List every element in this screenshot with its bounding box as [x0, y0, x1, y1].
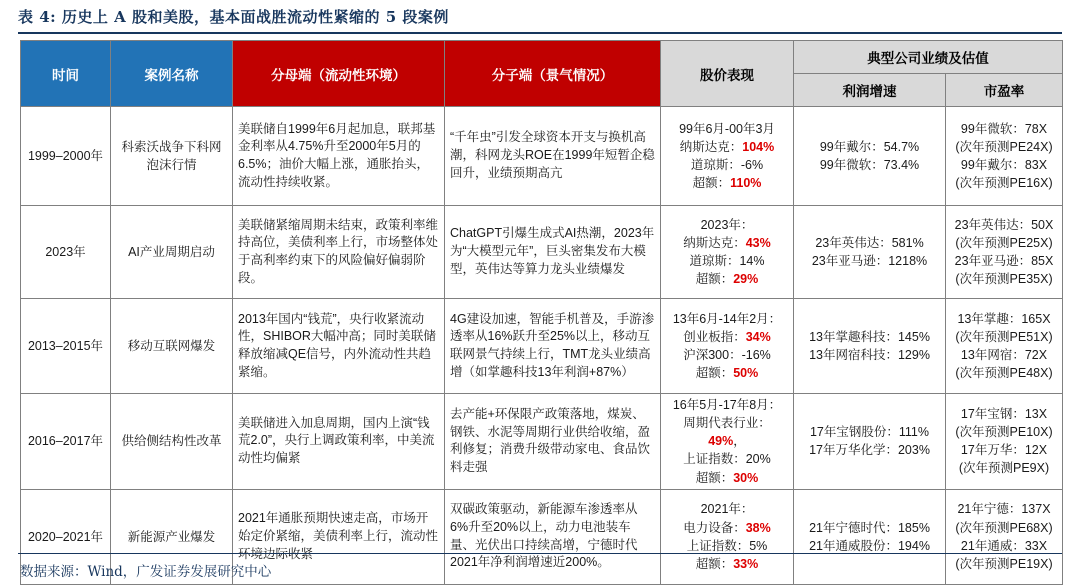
table-body [21, 107, 1063, 585]
cell-denominator: 2013年国内“钱荒”，央行收紧流动性，SHIBOR大幅冲高；同时美联储释放缩减QE信号，内外流动性共趋紧缩。 [233, 299, 445, 394]
price-value: 30% [733, 470, 759, 485]
pe-line: (次年预测PE51X) [955, 329, 1053, 344]
profit-line: 99年戴尔：54.7% [819, 139, 920, 154]
profit-line: 99年微软：73.4% [819, 158, 920, 172]
pe-line: 13年网宿：72X [960, 348, 1048, 362]
price-value: 34% [745, 329, 771, 344]
price-line: 道琼斯：14% [689, 254, 765, 268]
profit-line: 21年宁德时代：185% [809, 520, 930, 535]
col-header-time: 时间 [21, 41, 111, 107]
pe-line: 99年微软：78X [960, 121, 1048, 136]
cell-denominator: 美联储紧缩周期未结束，政策利率维持高位，美债利率上行，市场整体处于高利率约束下的风险偏好偏弱阶段。 [233, 206, 445, 299]
pe-line: 23年亚马逊：85X [954, 254, 1054, 268]
price-value: 33% [733, 556, 759, 571]
price-value: 110% [730, 176, 762, 191]
pe-line: (次年预测PE25X) [955, 235, 1053, 250]
cell-price-performance [661, 489, 794, 584]
pe-line: (次年预测PE19X) [955, 556, 1053, 571]
cell-denominator: 美联储自1999年6月起加息，联邦基金利率从4.75%升至2000年5月的6.5%；油价大幅上涨，通胀抬头，流动性持续收紧。 [233, 107, 445, 206]
profit-line: 21年通威股份：194% [809, 538, 930, 553]
cell-numerator: 双碳政策驱动，新能源车渗透率从6%升至20%以上，动力电池装车量、光伏出口持续高增，宁德时代2021年净利润增速近200%。 [445, 489, 661, 584]
pe-line: 17年宝钢：13X [960, 407, 1048, 422]
cell-denominator: 美联储进入加息周期，国内上演“钱荒2.0”，央行上调政策利率，中美流动性均偏紧 [233, 394, 445, 490]
cell-pe-ratio [946, 206, 1063, 299]
price-line: 上证指数：5% [686, 538, 768, 553]
cell-time: 1999–2000年 [21, 107, 111, 206]
col-header-denominator: 分母端（流动性环境） [233, 41, 445, 107]
pe-line: (次年预测PE35X) [955, 272, 1053, 287]
cell-price-performance [661, 299, 794, 394]
price-line: 超额：110% [692, 176, 762, 191]
pe-line: 21年宁德：137X [957, 502, 1051, 517]
price-line: 沪深300：-16% [683, 348, 771, 362]
cell-profit-growth [794, 299, 946, 394]
cell-numerator: ChatGPT引爆生成式AI热潮，2023年为“大模型元年”，巨头密集发布大模型，英伟达等算力龙头业绩爆发 [445, 206, 661, 299]
price-line: 周期代表行业：49%， [683, 416, 771, 449]
page-title: 表 4: 历史上 A 股和美股，基本面战胜流动性紧缩的 5 段案例 [18, 8, 449, 26]
cell-time: 2020–2021年 [21, 489, 111, 584]
cell-pe-ratio [946, 299, 1063, 394]
pe-line: (次年预测PE9X) [958, 461, 1050, 476]
price-value: 38% [745, 520, 771, 535]
cell-profit-growth [794, 394, 946, 490]
price-line: 16年5月-17年8月： [672, 398, 782, 412]
cell-numerator: “千年虫”引发全球资本开支与换机高潮，科网龙头ROE在1999年短暂企稳回升，业绩预期高亢 [445, 107, 661, 206]
price-line: 超额：33% [695, 556, 759, 571]
price-line: 创业板指：34% [683, 329, 771, 344]
table-row [21, 299, 1063, 394]
pe-line: 17年万华：12X [960, 443, 1048, 458]
pe-line: (次年预测PE24X) [955, 139, 1053, 154]
price-line: 超额：29% [695, 272, 759, 287]
cell-case-name: 科索沃战争下科网泡沫行情 [111, 107, 233, 206]
cell-pe-ratio [946, 394, 1063, 490]
profit-line: 13年网宿科技：129% [809, 348, 930, 362]
price-line: 电力设备：38% [683, 520, 771, 535]
pe-line: 13年掌趣：165X [957, 311, 1051, 326]
pe-line: (次年预测PE48X) [955, 366, 1053, 381]
table-row [21, 394, 1063, 490]
price-value: 14% [739, 254, 765, 268]
price-line: 2021年： [700, 502, 754, 517]
price-value: 5% [749, 538, 768, 553]
price-value: 20% [745, 452, 771, 467]
cases-table [20, 40, 1063, 585]
price-value: -16% [741, 348, 771, 362]
price-line: 2023年： [700, 217, 754, 232]
price-line: 纳斯达克：104% [679, 139, 775, 154]
price-line: 纳斯达克：43% [683, 235, 771, 250]
price-value: 43% [745, 235, 771, 250]
pe-line: 99年戴尔：83X [960, 158, 1048, 172]
col-header-case-name: 案例名称 [111, 41, 233, 107]
cell-price-performance [661, 394, 794, 490]
cell-case-name: 供给侧结构性改革 [111, 394, 233, 490]
cell-numerator: 4G建设加速，智能手机普及，手游渗透率从16%跃升至25%以上，移动互联网景气持续上行，TMT龙头业绩高增（如掌趣科技13年利润+87%） [445, 299, 661, 394]
profit-line: 17年宝钢股份：111% [809, 425, 930, 440]
table-header [21, 41, 1063, 107]
profit-line: 13年掌趣科技：145% [809, 329, 930, 344]
title-divider [18, 32, 1062, 34]
cell-price-performance [661, 206, 794, 299]
price-value: 49% [708, 434, 734, 449]
price-line: 99年6月-00年3月 [679, 121, 775, 136]
table-row [21, 206, 1063, 299]
cell-pe-ratio [946, 489, 1063, 584]
bottom-divider [18, 553, 1062, 554]
pe-line: (次年预测PE68X) [955, 520, 1053, 535]
price-value: -6% [740, 158, 764, 172]
price-value: 50% [733, 366, 759, 381]
price-value: 29% [733, 272, 759, 287]
col-header-profit: 利润增速 [794, 74, 946, 107]
col-header-company-group: 典型公司业绩及估值 [794, 41, 1063, 74]
cell-profit-growth [794, 489, 946, 584]
pe-line: 23年英伟达：50X [954, 217, 1054, 232]
cell-pe-ratio [946, 107, 1063, 206]
cell-time: 2023年 [21, 206, 111, 299]
cell-case-name: AI产业周期启动 [111, 206, 233, 299]
pe-line: (次年预测PE16X) [955, 176, 1053, 191]
price-line: 上证指数：20% [683, 452, 771, 467]
price-line: 13年6月-14年2月： [672, 311, 782, 326]
cell-denominator: 2021年通胀预期快速走高，市场开始定价紧缩，美债利率上行，流动性环境边际收紧 [233, 489, 445, 584]
cell-numerator: 去产能+环保限产政策落地，煤炭、钢铁、水泥等周期行业供给收缩，盈利修复；消费升级带动家电、食品饮料走强 [445, 394, 661, 490]
profit-line: 23年亚马逊：1218% [811, 254, 928, 268]
pe-line: (次年预测PE10X) [955, 425, 1053, 440]
data-source: 数据来源：Wind，广发证券发展研究中心 [20, 564, 272, 580]
price-line: 道琼斯：-6% [690, 158, 764, 172]
col-header-pe: 市盈率 [946, 74, 1063, 107]
price-line: 超额：50% [695, 366, 759, 381]
cell-case-name: 新能源产业爆发 [111, 489, 233, 584]
price-line: 超额：30% [695, 470, 759, 485]
cell-price-performance [661, 107, 794, 206]
price-value: 104% [742, 139, 775, 154]
cell-time: 2013–2015年 [21, 299, 111, 394]
cell-time: 2016–2017年 [21, 394, 111, 490]
col-header-price: 股价表现 [661, 41, 794, 107]
cell-case-name: 移动互联网爆发 [111, 299, 233, 394]
pe-line: 21年通威：33X [960, 538, 1048, 553]
cell-profit-growth [794, 107, 946, 206]
table-row [21, 107, 1063, 206]
profit-line: 23年英伟达：581% [815, 235, 924, 250]
col-header-numerator: 分子端（景气情况） [445, 41, 661, 107]
cell-profit-growth [794, 206, 946, 299]
profit-line: 17年万华化学：203% [809, 443, 930, 458]
